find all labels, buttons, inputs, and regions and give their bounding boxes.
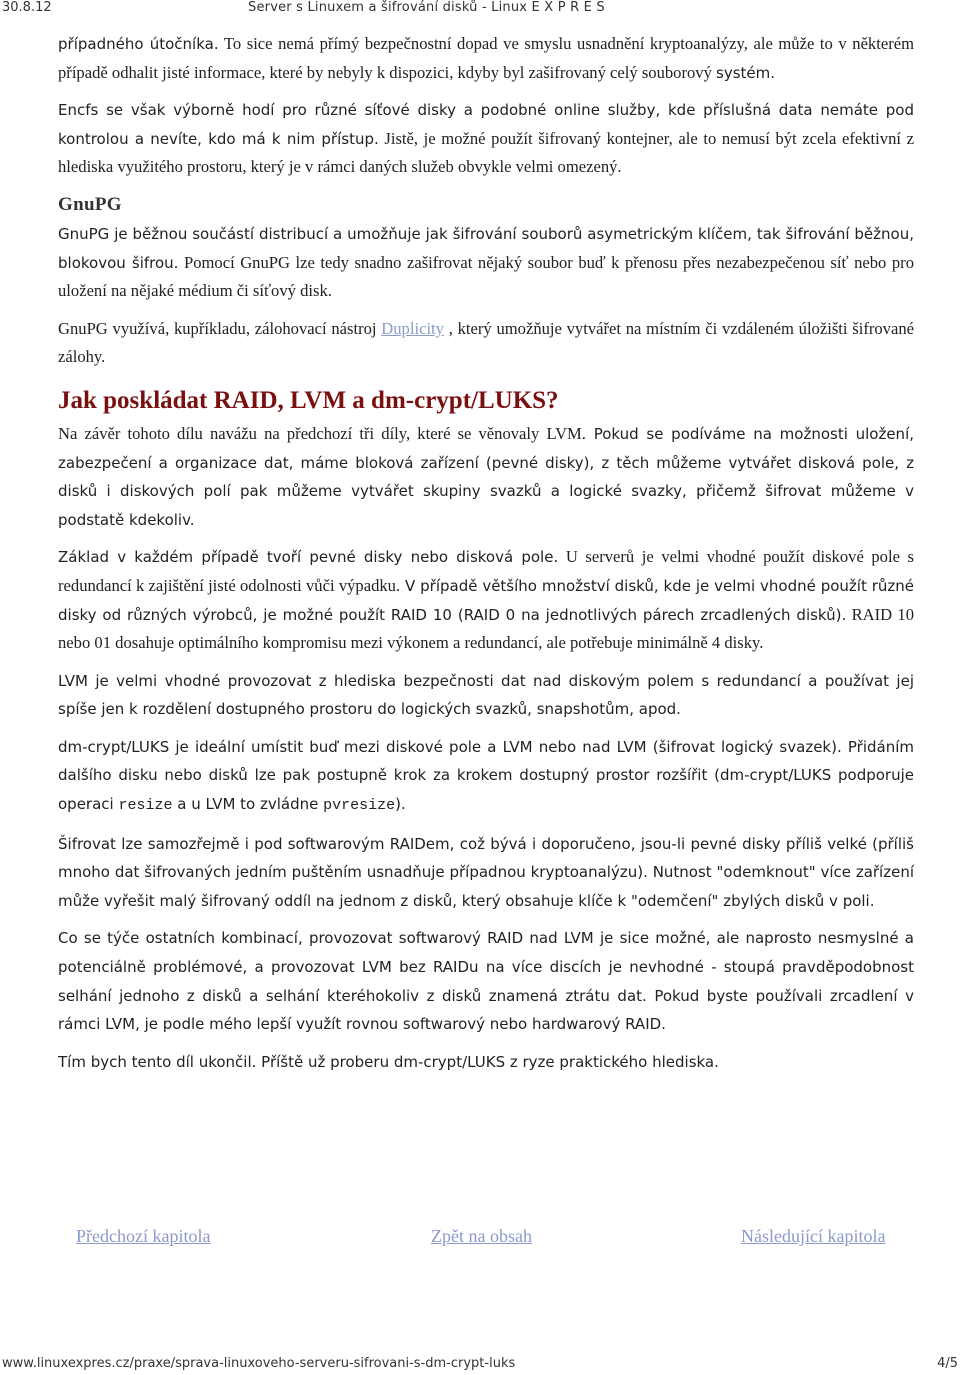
- paragraph-gnupg-duplicity: GnuPG využívá, kupříkladu, zálohovací nástroj Duplicity , který umožňuje vytvářet na místním či vzdáleném úložišti šifrované zálohy.: [58, 318, 914, 367]
- paragraph-dm-crypt: dm-crypt/LUKS je ideální umístit buď mezi diskové pole a LVM nebo nad LVM (šifrovat logický svazek). Přidáním dalšího disku nebo disků lze pak postupně krok za krokem dostupný prostor rozšířit (dm-crypt/LUKS podporuje operaci resize a u LVM to zvládne pvresize).: [58, 737, 914, 815]
- article-body: [58, 30, 914, 1085]
- paragraph-gnupg-intro: GnuPG je běžnou součástí distribucí a umožňuje jak šifrování souborů asymetrickým klíčem, tak šifrování běžnou, blokovou šifrou. Pomocí GnuPG lze tedy snadno zašifrovat nějaký soubor buď k přenosu přes nezabezpečenou síť nebo pro uložení na nějaké médium či síťový disk.: [58, 224, 914, 301]
- paragraph-other-combinations: Co se týče ostatních kombinací, provozovat softwarový RAID nad LVM je sice možné, ale naprosto nesmyslné a potenciálně problémové, a provozovat LVM bez RAIDu na více discích je nevhodné - stoupá pravděpodobnost selhání jednoho z disků a selhání kteréhokoliv z disků znamená ztrátu dat. Pokud byste používali zrcadlení v rámci LVM, je podle mého lepší využít rovnou softwarový nebo hardwarový RAID.: [58, 929, 914, 1034]
- print-footer: [0, 1356, 960, 1374]
- print-header: [0, 0, 960, 18]
- gnupg-heading: GnuPG: [58, 193, 122, 215]
- raid-lvm-heading: Jak poskládat RAID, LVM a dm-crypt/LUKS?: [58, 386, 559, 414]
- print-page-title: Server s Linuxem a šifrování disků - Linux E X P R E S: [248, 0, 605, 15]
- resize-code: resize: [118, 797, 173, 815]
- pvresize-code: pvresize: [323, 797, 396, 815]
- paragraph-encfs-metadata: případného útočníka. To sice nemá přímý bezpečnostní dopad ve smyslu usnadnění kryptoanalýzy, ale může to v některém případě odhalit jisté informace, které by nebyly k dispozici, kdyby byl zašifrovaný celý souborový systém.: [58, 34, 915, 82]
- next-chapter-link[interactable]: Následující kapitola: [741, 1226, 886, 1246]
- paragraph-lvm: LVM je velmi vhodné provozovat z hlediska bezpečnosti dat nad diskovým polem s redundancí a používat jej spíše jen k rozdělení dostupného prostoru do logických svazků, snapshotům, apod.: [58, 671, 914, 719]
- print-url: www.linuxexpres.cz/praxe/sprava-linuxoveho-serveru-sifrovani-s-dm-crypt-luks: [2, 1356, 516, 1371]
- paragraph-conclusion: Tím bych tento díl ukončil. Příště už proberu dm-crypt/LUKS z ryze praktického hlediska.: [58, 1052, 719, 1071]
- print-date: 30.8.12: [2, 0, 52, 15]
- table-of-contents-link[interactable]: Zpět na obsah: [431, 1226, 532, 1246]
- paragraph-encfs-online: Encfs se však výborně hodí pro různé síťové disky a podobné online služby, kde příslušná data nemáte pod kontrolou a nevíte, kdo má k nim přístup. Jistě, je možné použít šifrovaný kontejner, ale to nemusí být zcela efektivní z hlediska využitého prostoru, který je v rámci daných služeb obvykle velmi omezený.: [58, 101, 914, 177]
- paragraph-software-raid: Šifrovat lze samozřejmě i pod softwarovým RAIDem, což bývá i doporučeno, jsou-li pevné disky příliš velké (příliš mnoho dat šifrovaných jedním puštěním usnadňuje případnou kryptoanalýzu). Nutnost "odemknout" více zařízení může vyřešit malý šifrovaný oddíl na jednom z disků, který obsahuje klíče k "odemčení" zbylých disků v poli.: [58, 834, 914, 910]
- paragraph-raid-basis: Základ v každém případě tvoří pevné disky nebo disková pole. U serverů je velmi vhodné použít diskové pole s redundancí k zajištění jisté odolnosti vůči výpadku. V případě většího množství disků, kde je velmi vhodné použít různé disky od různých výrobců, je možné použít RAID 10 (RAID 0 na jednotlivých párech zrcadlených disků). RAID 10 nebo 01 dosahuje optimálního kompromisu mezi výkonem a redundancí, ale potřebuje minimálně 4 disky.: [58, 547, 915, 653]
- paragraph-raid-intro: Na závěr tohoto dílu navážu na předchozí tři díly, které se věnovaly LVM. Pokud se podíváme na možnosti uložení, zabezpečení a organizace dat, máme bloková zařízení (pevné disky), z těch můžeme vytvářet disková pole, z disků i diskových polí pak můžeme vytvářet skupiny svazků a logické svazky, přičemž šifrovat můžeme v podstatě kdekoliv.: [58, 423, 915, 529]
- duplicity-link[interactable]: Duplicity: [381, 318, 444, 338]
- chapter-navigation: [0, 1226, 960, 1252]
- previous-chapter-link[interactable]: Předchozí kapitola: [76, 1226, 211, 1246]
- page-number: 4/5: [937, 1356, 958, 1371]
